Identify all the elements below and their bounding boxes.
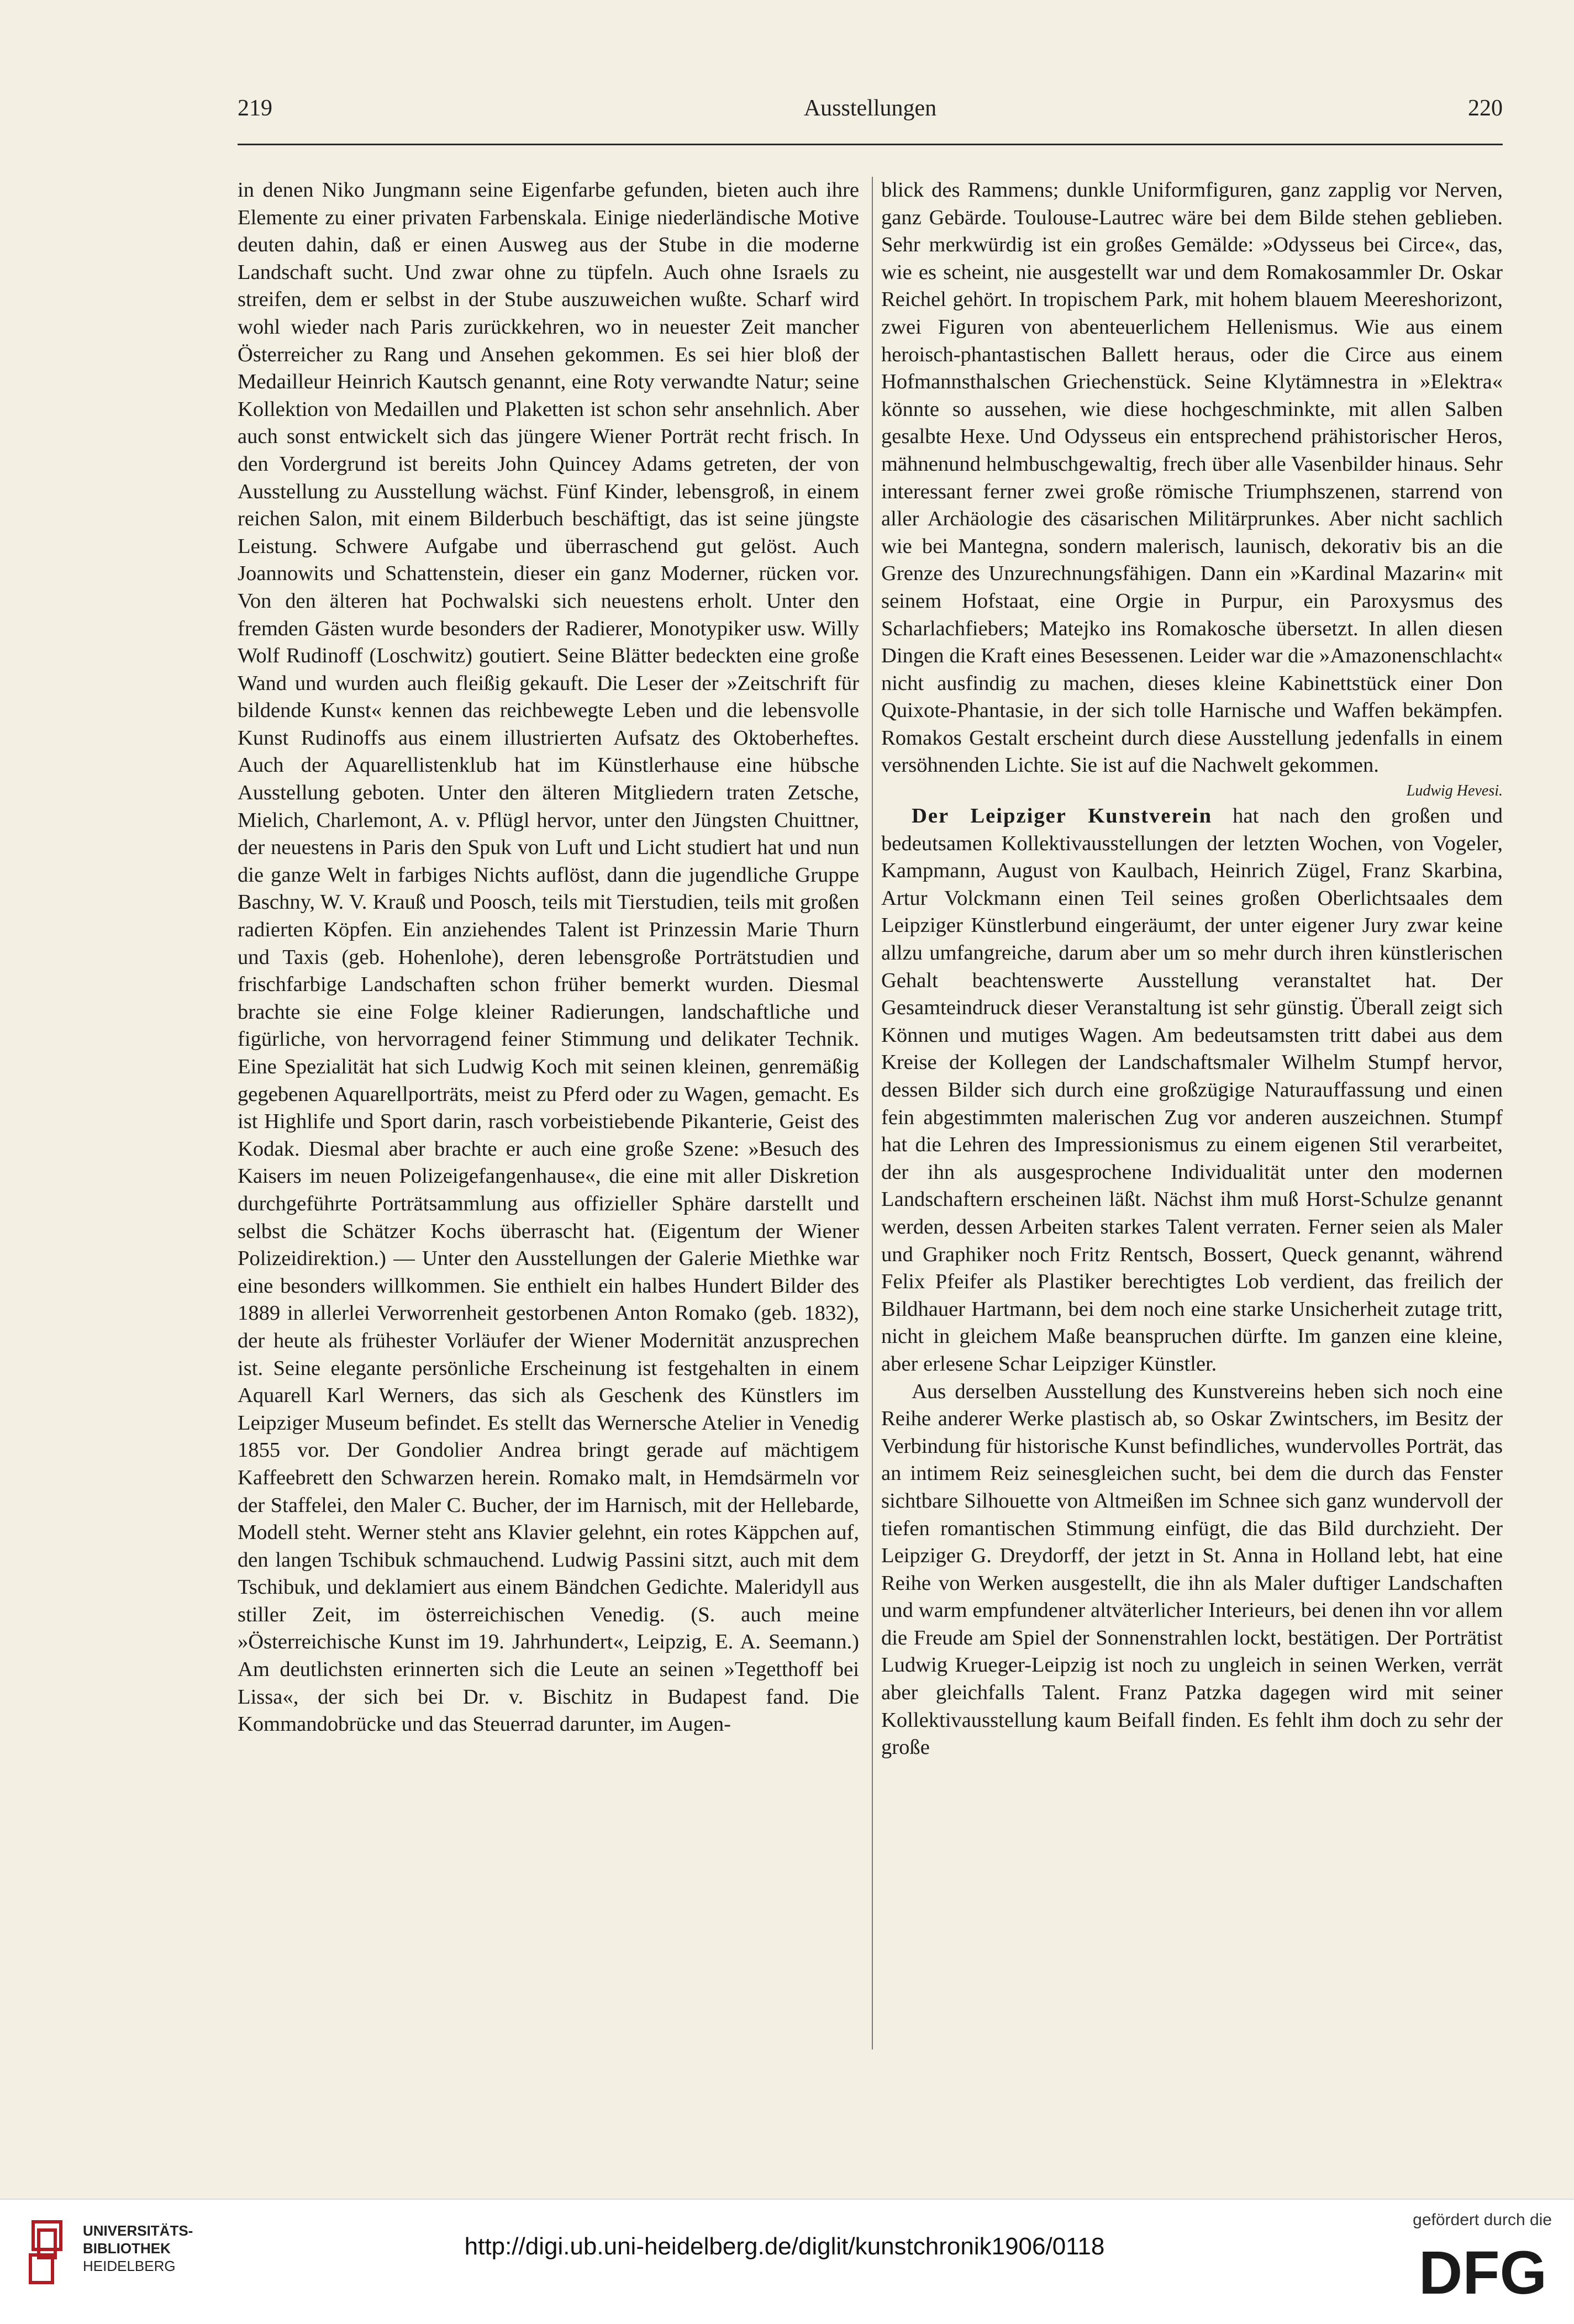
section-lead: Der Leipziger Kunstverein bbox=[912, 804, 1213, 828]
library-name-line-2: BIBLIOTHEK bbox=[83, 2240, 171, 2257]
library-name-line-3: HEIDELBERG bbox=[83, 2258, 176, 2274]
header-rule bbox=[238, 144, 1503, 145]
left-column-text: in denen Niko Jungmann seine Eigenfarbe gefunden, bieten auch ihre Elemente zu einer privaten Farbenskala. Einige niederländische Motive deuten dahin, daß er einen Ausweg aus der Stube in die moderne Landschaft sucht. Und zwar ohne zu tüpfeln. Auch ohne Israels zu streifen, dem er selbst in der Stube auszuweichen wußte. Scharf wird wohl wieder nach Paris zurückkehren, wo in neuester Zeit mancher Österreicher zu Rang und Ansehen gekommen. Es sei hier bloß der Medailleur Heinrich Kautsch genannt, eine Roty verwandte Natur; seine Kollektion von Medaillen und Plaketten ist schon sehr ansehnlich. Aber auch sonst entwickelt sich das jüngere Wiener Porträt recht frisch. In den Vordergrund ist bereits John Quincey Adams getreten, der von Ausstellung zu Ausstellung wächst. Fünf Kinder, lebensgroß, in einem reichen Salon, mit einem Bilderbuch beschäftigt, das ist seine jüngste Leistung. Schwere Aufgabe und überraschend gut gelöst. Auch Joannowits und Schattenstein, dieser ein ganz Moderner, rücken vor. Von den älteren hat Pochwalski sich neuestens erholt. Unter den fremden Gästen wurde besonders der Radierer, Monotypiker usw. Willy Wolf Rudinoff (Loschwitz) goutiert. Seine Blätter bedeckten eine große Wand und wurden auch fleißig gekauft. Die Leser der »Zeitschrift für bildende Kunst« kennen das reichbewegte Leben und die lebensvolle Kunst Rudinoffs aus einem illustrierten Aufsatz des Oktoberheftes. Auch der Aquarellistenklub hat im Künstlerhause eine hübsche Ausstellung geboten. Unter den älteren Mitgliedern traten Zetsche, Mielich, Charlemont, A. v. Pflügl hervor, unter den Jüngsten Chuittner, der neuestens in Paris den Spuk von Luft und Licht studiert hat und nun die ganze Welt in farbiges Nichts auflöst, dann die jugendliche Gruppe Baschny, W. V. Krauß und Poosch, teils mit Tierstudien, teils mit großen radierten Köpfen. Ein anziehendes Talent ist Prinzessin Marie Thurn und Taxis (geb. Hohenlohe), deren lebensgroße Porträtstudien und frischfarbige Landschaften schon früher bemerkt wurden. Diesmal brachte sie eine Folge kleiner Radierungen, landschaftliche und figürliche, von hervorragend feiner Stimmung und delikater Technik. Eine Spezialität hat sich Ludwig Koch mit seinen kleinen, genremäßig gegebenen Aquarellporträts, meist zu Pferd oder zu Wagen, gemacht. Es ist Highlife und Sport darin, rasch vorbeistiebende Pikanterie, Geist des Kodak. Diesmal aber brachte er auch eine große Szene: »Besuch des Kaisers im neuen Polizeigefangenhause«, die eine mit aller Diskretion durchgeführte Porträtsammlung aus offizieller Sphäre darstellt und selbst die Schätzer Kochs überrascht hat. (Eigentum der Wiener Polizeidirektion.) — Unter den Ausstellungen der Galerie Miethke war eine besonders willkommen. Sie enthielt ein halbes Hundert Bilder des 1889 in allerlei Verworrenheit gestorbenen Anton Romako (geb. 1832), der heute als frühester Vorläufer der Wiener Modernität anzusprechen ist. Seine elegante persönliche Erscheinung ist festgehalten in einem Aquarell Karl Werners, das sich als Geschenk des Künstlers im Leipziger Museum befindet. Es stellt das Wernersche Atelier in Venedig 1855 vor. Der Gondolier Andrea bringt gerade auf mächtigem Kaffeebrett den Schwarzen herein. Romako malt, in Hemdsärmeln vor der Staffelei, den Maler C. Bucher, der im Harnisch, mit der Hellebarde, Modell steht. Werner steht ans Klavier gelehnt, ein rotes Käppchen auf, den langen Tschibuk schmauchend. Ludwig Passini sitzt, auch mit dem Tschibuk, und deklamiert aus einem Bändchen Gedichte. Maleridyll aus stiller Zeit, im österreichischen Venedig. (S. auch meine »Österreichische Kunst im 19. Jahrhundert«, Leipzig, E. A. Seemann.) Am deutlichsten erinnerten sich die Leute an seinen »Tegetthoff bei Lissa«, der sich bei Dr. v. Bischitz in Budapest fand. Die Kommandobrücke und das Steuerrad darunter, im Augen- bbox=[238, 178, 859, 1736]
university-library-logo-icon bbox=[22, 2216, 72, 2288]
funded-by-text: gefördert durch die bbox=[1413, 2211, 1552, 2229]
right-paragraph-2-text: hat nach den großen und bedeutsamen Kollektivausstellungen der letzten Wochen, von Vogeler, Kampmann, August von Kaulbach, Heinrich Zügel, Franz Skarbina, Artur Volckmann einen Teil seines großen Oberlichtsaales dem Leipziger Künstlerbund eingeräumt, der unter eigener Jury zwar keine allzu umfangreiche, darum aber um so mehr durch ihren künstlerischen Gehalt beachtenswerte Ausstellung veranstaltet hat. Der Gesamteindruck dieser Veranstaltung ist sehr günstig. Überall zeigt sich Können und mutiges Wagen. Am bedeutsamsten tritt dabei aus dem Kreise der Kollegen der Landschaftsmaler Wilhelm Stumpf hervor, dessen Bilder sich durch eine großzügige Naturauffassung und einen fein abgestimmten malerischen Zug vor anderen auszeichnen. Stumpf hat die Lehren des Impressionismus zu einem eigenen Stil verarbeitet, der ihn als ausgesprochene Individualität unter den modernen Landschaftern erscheinen läßt. Nächst ihm muß Horst-Schulze genannt werden, dessen Arbeiten starkes Talent verraten. Ferner seien als Maler und Graphiker noch Fritz Rentsch, Bossert, Queck genannt, während Felix Pfeifer als Plastiker berechtigtes Lob verdient, das freilich der Bildhauer Hartmann, bei dem noch eine starke Unsicherheit zutage tritt, nicht in gleichem Maße beanspruchen dürfte. Im ganzen eine kleine, aber erlesene Schar Leipziger Künstler. bbox=[881, 804, 1503, 1376]
footer-bar bbox=[0, 2199, 1574, 2324]
dfg-logo-text: DFG bbox=[1418, 2241, 1547, 2302]
library-name-line-1: UNIVERSITÄTS- bbox=[83, 2222, 193, 2239]
left-column bbox=[238, 177, 859, 2055]
right-column bbox=[881, 177, 1503, 2055]
page-number-right: 220 bbox=[1468, 96, 1503, 121]
running-header bbox=[238, 95, 1503, 134]
source-url-link[interactable]: http://digi.ub.uni-heidelberg.de/diglit/kunstchronik1906/0118 bbox=[464, 2233, 1105, 2260]
column-divider bbox=[872, 177, 873, 2049]
dfg-logo-icon bbox=[1411, 2241, 1555, 2302]
right-paragraph-2 bbox=[881, 803, 1503, 1378]
library-name bbox=[83, 2222, 193, 2275]
right-paragraph-3: Aus derselben Ausstellung des Kunstvereins heben sich noch eine Reihe anderer Werke plastisch ab, so Oskar Zwintschers, im Besitz der Verbindung für historische Kunst befindliches, wundervolles Porträt, das an intimem Reiz seinesgleichen sucht, bei dem die durch das Fenster sichtbare Silhouette von Altmeißen im Schnee sich ganz wundervoll der tiefen romantischen Stimmung einfügt, die das Bild durchzieht. Der Leipziger G. Dreydorff, der jetzt in St. Anna in Holland lebt, hat eine Reihe von Werken ausgestellt, die ihn als Maler duftiger Landschaften und warm empfundener altväterlicher Interieurs, bei denen ihn vor allem die Freude am Spiel der Sonnenstrahlen lockt, bestätigen. Der Porträtist Ludwig Krueger-Leipzig ist noch zu ungleich in seinen Werken, verrät aber gleichfalls Talent. Franz Patzka dagegen wird mit seiner Kollektivausstellung kaum Beifall finden. Es fehlt ihm doch zu sehr der große bbox=[881, 1379, 1503, 1759]
running-title: Ausstellungen bbox=[803, 96, 937, 121]
right-paragraph-1: blick des Rammens; dunkle Uniformfiguren, ganz zapplig vor Nerven, ganz Gebärde. Toulouse-Lautrec wäre bei dem Bilde stehen geblieben. Sehr merkwürdig ist ein großes Gemälde: »Odysseus bei Circe«, das, wie es scheint, nie ausgestellt war und dem Romakosammler Dr. Oskar Reichel gehört. In tropischem Park, mit hohem blauem Meereshorizont, zwei Figuren von abenteuerlichem Hellenismus. Wie aus einem heroisch-phantastischen Ballett heraus, oder die Circe aus einem Hofmannsthalschen Griechenstück. Seine Klytämnestra in »Elektra« könnte so aussehen, wie diese hochgeschminkte, mit allen Salben gesalbte Hexe. Und Odysseus ein entsprechend prähistorischer Heros, mähnenund helmbuschgewaltig, frech über alle Vasenbilder hinaus. Sehr interessant ferner zwei große römische Triumphszenen, starrend von aller Archäologie des cäsarischen Militärprunkes. Aber nicht sachlich wie bei Mantegna, sondern malerisch, launisch, dekorativ bis an die Grenze des Unzurechnungsfähigen. Dann ein »Kardinal Mazarin« mit seinem Hofstaat, eine Orgie in Purpur, ein Paroxysmus des Scharlachfiebers; Matejko ins Romakosche übersetzt. In allen diesen Dingen die Kraft eines Besessenen. Leider war die »Amazonenschlacht« nicht ausfindig zu machen, dieses kleine Kabinettstück einer Don Quixote-Phantasie, in der sich tolle Harnische und Waffen bekämpfen. Romakos Gestalt erscheint durch diese Ausstellung jedenfalls in einem versöhnenden Lichte. Sie ist auf die Nachwelt gekommen. bbox=[881, 178, 1503, 777]
page-number-left: 219 bbox=[238, 96, 272, 121]
author-signature: Ludwig Hevesi. bbox=[1406, 782, 1503, 800]
